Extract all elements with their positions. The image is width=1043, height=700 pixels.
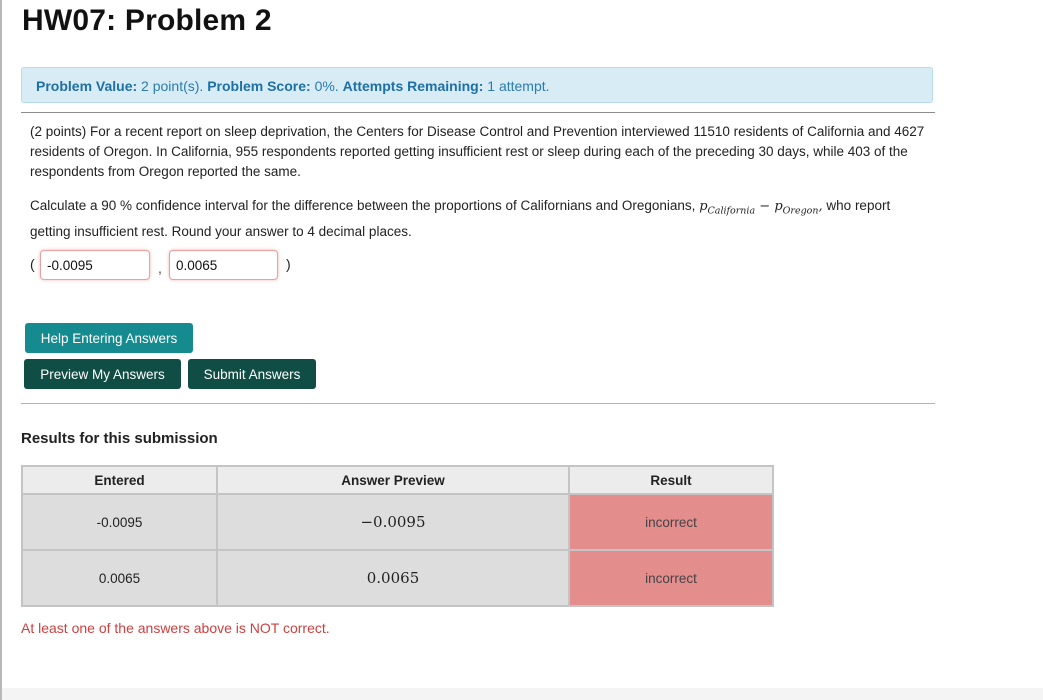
close-paren: ) bbox=[286, 256, 291, 272]
problem-score-label: Problem Score: bbox=[207, 78, 311, 94]
result-cell: incorrect bbox=[570, 551, 772, 605]
math-expression bbox=[699, 199, 823, 217]
column-header-entered: Entered bbox=[23, 467, 216, 493]
results-heading: Results for this submission bbox=[21, 430, 218, 447]
results-divider bbox=[21, 403, 935, 404]
question-text-after: who report getting insufficient rest. Round your answer to 4 decimal places. bbox=[30, 198, 891, 239]
entered-cell: 0.0065 bbox=[23, 551, 216, 605]
problem-info-box bbox=[21, 67, 933, 103]
answer-lower-input[interactable] bbox=[40, 250, 150, 280]
attempts-remaining-label: Attempts Remaining: bbox=[342, 78, 484, 94]
math-minus: − bbox=[759, 199, 771, 214]
entered-cell: -0.0095 bbox=[23, 495, 216, 549]
result-cell: incorrect bbox=[570, 495, 772, 549]
feedback-message: At least one of the answers above is NOT correct. bbox=[21, 620, 330, 636]
results-header-row bbox=[23, 467, 772, 493]
results-table bbox=[21, 465, 774, 607]
page-title: HW07: Problem 2 bbox=[22, 4, 272, 37]
answer-preview-cell: −0.0095 bbox=[218, 495, 568, 549]
math-sub-california: California bbox=[707, 205, 756, 217]
column-header-answer-preview: Answer Preview bbox=[218, 467, 568, 493]
problem-divider bbox=[21, 112, 935, 113]
interval-comma: , bbox=[158, 260, 162, 276]
preview-answers-button[interactable]: Preview My Answers bbox=[24, 359, 181, 389]
math-sub-oregon: Oregon bbox=[782, 205, 819, 217]
submit-answers-button[interactable]: Submit Answers bbox=[188, 359, 316, 389]
answer-upper-input[interactable] bbox=[169, 250, 278, 280]
page-left-border bbox=[0, 0, 2, 700]
page-bottom-band bbox=[2, 688, 1043, 700]
problem-question bbox=[30, 196, 930, 242]
problem-value-label: Problem Value: bbox=[36, 78, 138, 94]
math-p1: p bbox=[699, 199, 708, 214]
question-text-before: Calculate a 90 % confidence interval for the difference between the proportions of Californians and Oregonians, bbox=[30, 198, 696, 213]
open-paren: ( bbox=[30, 256, 35, 272]
table-row bbox=[23, 551, 772, 605]
problem-value-text: 2 point(s). bbox=[141, 78, 204, 94]
math-comma: , bbox=[818, 199, 823, 214]
attempts-remaining-text: 1 attempt. bbox=[487, 78, 550, 94]
math-p2: p bbox=[774, 199, 783, 214]
answer-preview-cell: 0.0065 bbox=[218, 551, 568, 605]
problem-score-text: 0%. bbox=[314, 78, 339, 94]
table-row bbox=[23, 495, 772, 549]
help-entering-answers-button[interactable]: Help Entering Answers bbox=[25, 323, 193, 353]
column-header-result: Result bbox=[570, 467, 772, 493]
problem-statement: (2 points) For a recent report on sleep deprivation, the Centers for Disease Control and Prevention interviewed 11510 residents of California and 4627 residents of Oregon. In California, 955 respondents reported getting insufficient rest or sleep during each of the preceding 30 days, while 403 of the respondents from Oregon reported the same. bbox=[30, 124, 925, 179]
